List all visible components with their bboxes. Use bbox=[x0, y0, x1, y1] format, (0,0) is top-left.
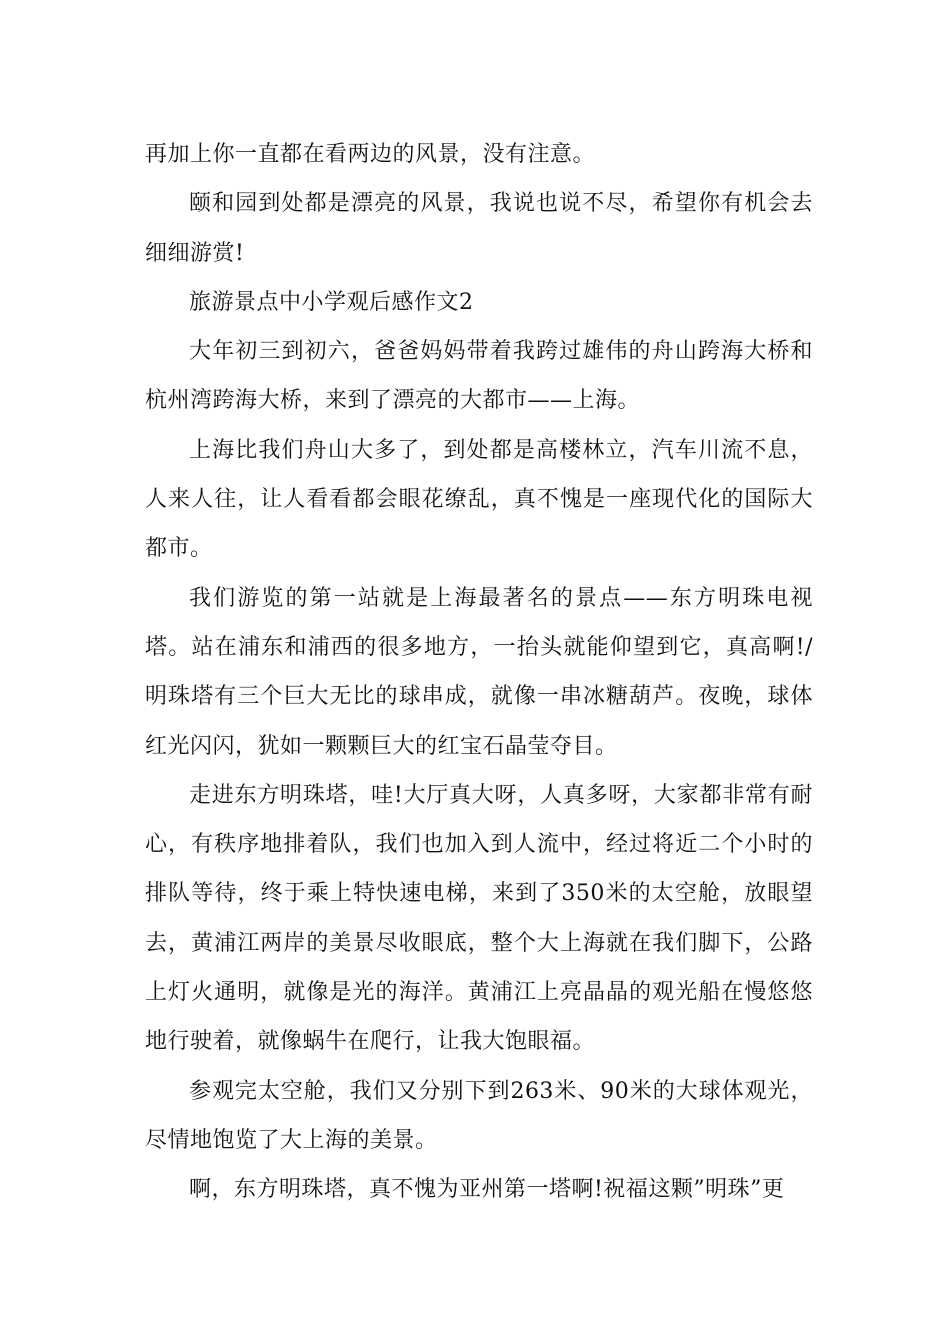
paragraph-2: 颐和园到处都是漂亮的风景，我说也说不尽，希望你有机会去细细游赏! bbox=[145, 191, 813, 266]
paragraph-4: 上海比我们舟山大多了，到处都是高楼林立，汽车川流不息，人来人往，让人看看都会眼花缭乱，真不愧是一座现代化的国际大都市。 bbox=[145, 437, 813, 562]
paragraph-3: 大年初三到初六，爸爸妈妈带着我跨过雄伟的舟山跨海大桥和杭州湾跨海大桥，来到了漂亮的大都市——上海。 bbox=[145, 339, 813, 414]
paragraph-6: 走进东方明珠塔，哇!大厅真大呀，人真多呀，大家都非常有耐心，有秩序地排着队，我们也加入到人流中，经过将近二个小时的排队等待，终于乘上特快速电梯，来到了350米的太空舱，放眼望去，黄浦江两岸的美景尽收眼底，整个大上海就在我们脚下，公路上灯火通明，就像是光的海洋。黄浦江上亮晶晶的观光船在慢悠悠地行驶着，就像蜗牛在爬行，让我大饱眼福。 bbox=[145, 782, 813, 1055]
paragraph-7: 参观完太空舱，我们又分别下到263米、90米的大球体观光，尽情地饱览了大上海的美景。 bbox=[145, 1078, 813, 1153]
document-body bbox=[145, 130, 813, 1215]
paragraph-8: 啊，东方明珠塔，真不愧为亚州第一塔啊!祝福这颗”明珠”更 bbox=[189, 1177, 785, 1203]
paragraph-1: 再加上你一直都在看两边的风景，没有注意。 bbox=[145, 142, 596, 167]
paragraph-5: 我们游览的第一站就是上海最著名的景点——东方明珠电视塔。站在浦东和浦西的很多地方，一抬头就能仰望到它，真高啊!/明珠塔有三个巨大无比的球串成，就像一串冰糖葫芦。夜晚，球体红光闪闪，犹如一颗颗巨大的红宝石晶莹夺目。 bbox=[145, 585, 813, 759]
section-heading: 旅游景点中小学观后感作文2 bbox=[189, 289, 474, 315]
